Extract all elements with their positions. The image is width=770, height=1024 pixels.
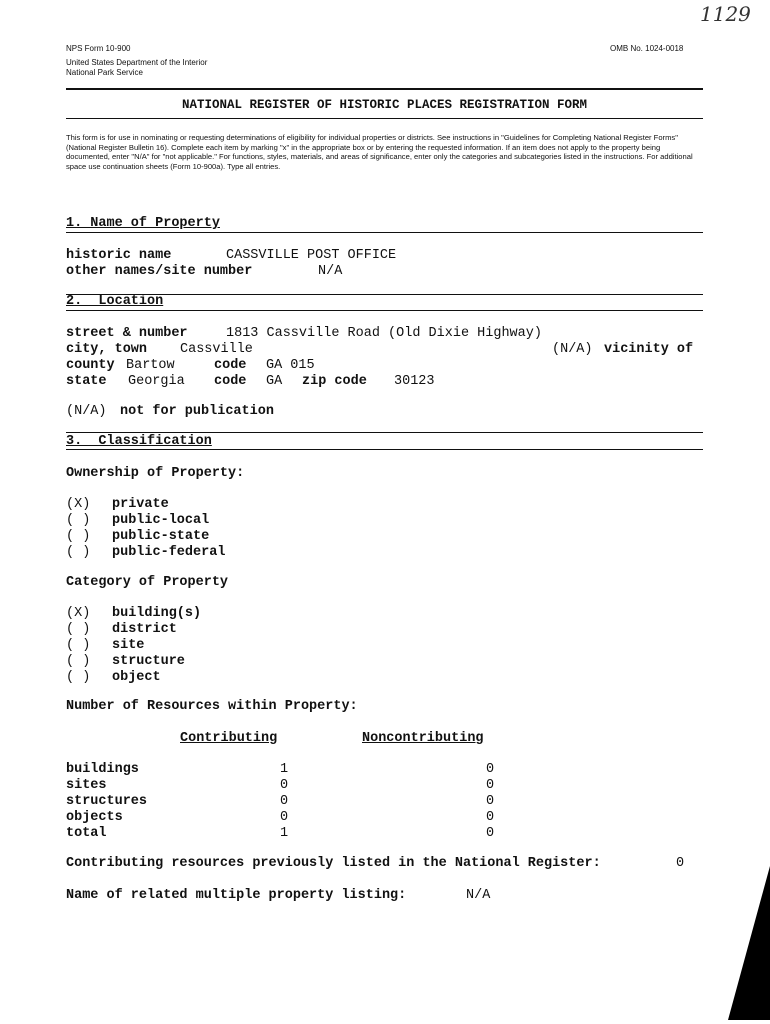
form-title: NATIONAL REGISTER OF HISTORIC PLACES REGISTRATION FORM xyxy=(181,98,588,112)
noncontributing-header: Noncontributing xyxy=(362,731,484,746)
resource-contributing: 1 xyxy=(280,762,289,777)
category-building-mark: (X) xyxy=(66,606,91,621)
omb-number: OMB No. 1024-0018 xyxy=(610,44,684,53)
resource-noncontributing: 0 xyxy=(486,810,495,825)
department: United States Department of the Interior xyxy=(66,58,208,67)
section-3-rule xyxy=(66,449,703,450)
vicinity-value: (N/A) xyxy=(552,342,593,357)
ownership-private-mark: (X) xyxy=(66,497,91,512)
ownership-heading: Ownership of Property: xyxy=(66,466,245,481)
state-label: state xyxy=(66,374,107,389)
city-label: city, town xyxy=(66,342,148,357)
other-names-value: N/A xyxy=(318,264,343,279)
section-3-rule-top xyxy=(66,432,703,433)
resource-noncontributing: 0 xyxy=(486,778,495,793)
category-district-mark: ( ) xyxy=(66,622,91,637)
section-3-heading: 3. Classification xyxy=(66,434,212,449)
category-structure-mark: ( ) xyxy=(66,654,91,669)
county-label: county xyxy=(66,358,115,373)
category-building-label: building(s) xyxy=(112,606,202,621)
resource-type: buildings xyxy=(66,762,139,777)
title-rule-bottom xyxy=(66,118,703,119)
other-names-label: other names/site number xyxy=(66,264,253,279)
resource-type: sites xyxy=(66,778,107,793)
resource-noncontributing: 0 xyxy=(486,826,495,841)
form-number: NPS Form 10-900 xyxy=(66,44,131,53)
ownership-public-federal-mark: ( ) xyxy=(66,545,91,560)
ownership-public-federal-label: public-federal xyxy=(112,545,226,560)
resource-type: objects xyxy=(66,810,123,825)
category-object-label: object xyxy=(112,670,161,685)
ownership-private-label: private xyxy=(112,497,169,512)
ownership-public-local-mark: ( ) xyxy=(66,513,91,528)
handwritten-page-number: 1129 xyxy=(700,2,751,26)
section-2-rule xyxy=(66,310,703,311)
state-code-value: GA xyxy=(266,374,283,389)
service: National Park Service xyxy=(66,68,143,77)
ownership-public-state-mark: ( ) xyxy=(66,529,91,544)
previously-listed-value: 0 xyxy=(676,856,685,871)
vicinity-label: vicinity of xyxy=(604,342,694,357)
category-heading: Category of Property xyxy=(66,575,229,590)
resource-contributing: 0 xyxy=(280,810,289,825)
resource-type: structures xyxy=(66,794,148,809)
county-code-label: code xyxy=(214,358,247,373)
resource-contributing: 0 xyxy=(280,778,289,793)
state-value: Georgia xyxy=(128,374,185,389)
section-1-heading: 1. Name of Property xyxy=(66,216,220,231)
publication-value: (N/A) xyxy=(66,404,107,419)
publication-label: not for publication xyxy=(120,404,274,419)
multiple-listing-value: N/A xyxy=(466,888,491,903)
resource-noncontributing: 0 xyxy=(486,794,495,809)
category-site-mark: ( ) xyxy=(66,638,91,653)
contributing-header: Contributing xyxy=(180,731,278,746)
county-code-value: GA 015 xyxy=(266,358,315,373)
multiple-listing-label: Name of related multiple property listing: xyxy=(66,888,407,903)
previously-listed-label: Contributing resources previously listed in the National Register: xyxy=(66,856,601,871)
historic-name-label: historic name xyxy=(66,248,172,263)
category-object-mark: ( ) xyxy=(66,670,91,685)
resources-heading: Number of Resources within Property: xyxy=(66,699,358,714)
instructions-text: This form is for use in nominating or requesting determinations of eligibility for individual properties or districts. See instructions in "Guidelines for Completing National Register Forms" (National Register Bulletin 16). Complete each item by marking "x" in the appropriate box or by entering the requested information. If an item does not apply to the property being documented, enter "N/A" for "not applicable." For functions, styles, materials, and areas of significance, enter only the categories and subcategories listed in the instructions. For additional space use continuation sheets (Form 10-900a). Type all entries. xyxy=(66,133,693,171)
category-district-label: district xyxy=(112,622,177,637)
section-2-heading: 2. Location xyxy=(66,294,164,309)
section-1-rule xyxy=(66,232,703,233)
title-rule-top xyxy=(66,88,703,90)
resource-contributing: 1 xyxy=(280,826,289,841)
state-code-label: code xyxy=(214,374,247,389)
category-structure-label: structure xyxy=(112,654,185,669)
resource-noncontributing: 0 xyxy=(486,762,495,777)
street-label: street & number xyxy=(66,326,188,341)
resource-type: total xyxy=(66,826,107,841)
category-site-label: site xyxy=(112,638,145,653)
historic-name-value: CASSVILLE POST OFFICE xyxy=(226,248,397,263)
scan-shadow-artifact xyxy=(728,866,770,1020)
ownership-public-local-label: public-local xyxy=(112,513,210,528)
county-value: Bartow xyxy=(126,358,175,373)
street-value: 1813 Cassville Road (Old Dixie Highway) xyxy=(226,326,542,341)
ownership-public-state-label: public-state xyxy=(112,529,210,544)
resource-contributing: 0 xyxy=(280,794,289,809)
zip-value: 30123 xyxy=(394,374,435,389)
city-value: Cassville xyxy=(180,342,253,357)
zip-label: zip code xyxy=(302,374,367,389)
